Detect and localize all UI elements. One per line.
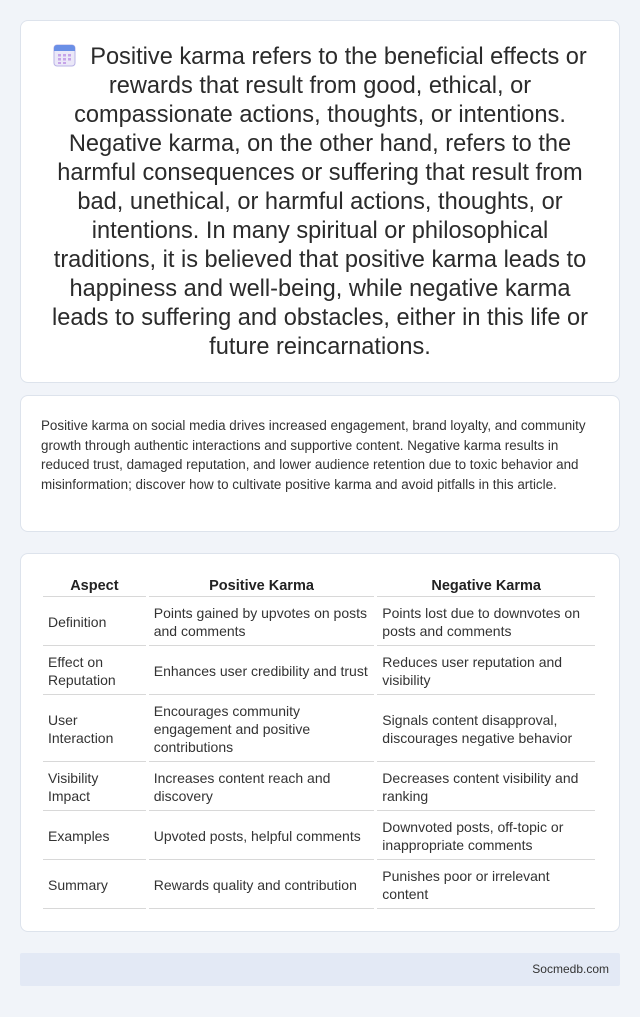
footer-site-link[interactable]: Socmedb.com	[532, 962, 609, 976]
summary-card	[20, 395, 620, 532]
table-row	[43, 862, 595, 909]
table-header-row	[43, 576, 595, 597]
cell-negative: Decreases content visibility and ranking	[377, 764, 595, 811]
cell-positive: Rewards quality and contribution	[149, 862, 375, 909]
cell-positive: Encourages community engagement and positive contributions	[149, 697, 375, 762]
intro-text: Positive karma refers to the beneficial effects or rewards that result from good, ethical, or compassionate actions, thoughts, or intentions. Negative karma, on the other hand, refers to the harmful consequences or suffering that result from bad, unethical, or harmful actions, thoughts, or intentions. In many spiritual or philosophical traditions, it is believed that positive karma leads to happiness and well-being, while negative karma leads to suffering and obstacles, either in this life or future reincarnations.	[52, 44, 588, 360]
header-positive-karma: Positive Karma	[149, 576, 375, 597]
summary-text: Positive karma on social media drives increased engagement, brand loyalty, and community growth through authentic interactions and supportive content. Negative karma results in reduced trust, damaged reputation, and lower audience retention due to toxic behavior and misinformation; discover how to cultivate positive karma and avoid pitfalls in this article.	[41, 418, 586, 492]
cell-negative: Punishes poor or irrelevant content	[377, 862, 595, 909]
table-row	[43, 764, 595, 811]
intro-card	[20, 20, 620, 383]
cell-negative: Signals content disapproval, discourages negative behavior	[377, 697, 595, 762]
table-row	[43, 599, 595, 646]
cell-positive: Increases content reach and discovery	[149, 764, 375, 811]
calendar-icon	[53, 43, 76, 67]
header-aspect: Aspect	[43, 576, 146, 597]
comparison-table	[40, 574, 598, 911]
cell-aspect: User Interaction	[43, 697, 146, 762]
cell-positive: Points gained by upvotes on posts and comments	[149, 599, 375, 646]
cell-aspect: Visibility Impact	[43, 764, 146, 811]
cell-aspect: Examples	[43, 813, 146, 860]
header-negative-karma: Negative Karma	[377, 576, 595, 597]
cell-negative: Downvoted posts, off-topic or inappropriate comments	[377, 813, 595, 860]
table-row	[43, 648, 595, 695]
cell-negative: Reduces user reputation and visibility	[377, 648, 595, 695]
cell-aspect: Definition	[43, 599, 146, 646]
intro-headline	[45, 43, 595, 362]
cell-positive: Upvoted posts, helpful comments	[149, 813, 375, 860]
table-row	[43, 697, 595, 762]
cell-aspect: Summary	[43, 862, 146, 909]
cell-negative: Points lost due to downvotes on posts and comments	[377, 599, 595, 646]
table-row	[43, 813, 595, 860]
cell-positive: Enhances user credibility and trust	[149, 648, 375, 695]
footer-bar	[20, 953, 620, 986]
cell-aspect: Effect on Reputation	[43, 648, 146, 695]
comparison-card	[20, 553, 620, 932]
